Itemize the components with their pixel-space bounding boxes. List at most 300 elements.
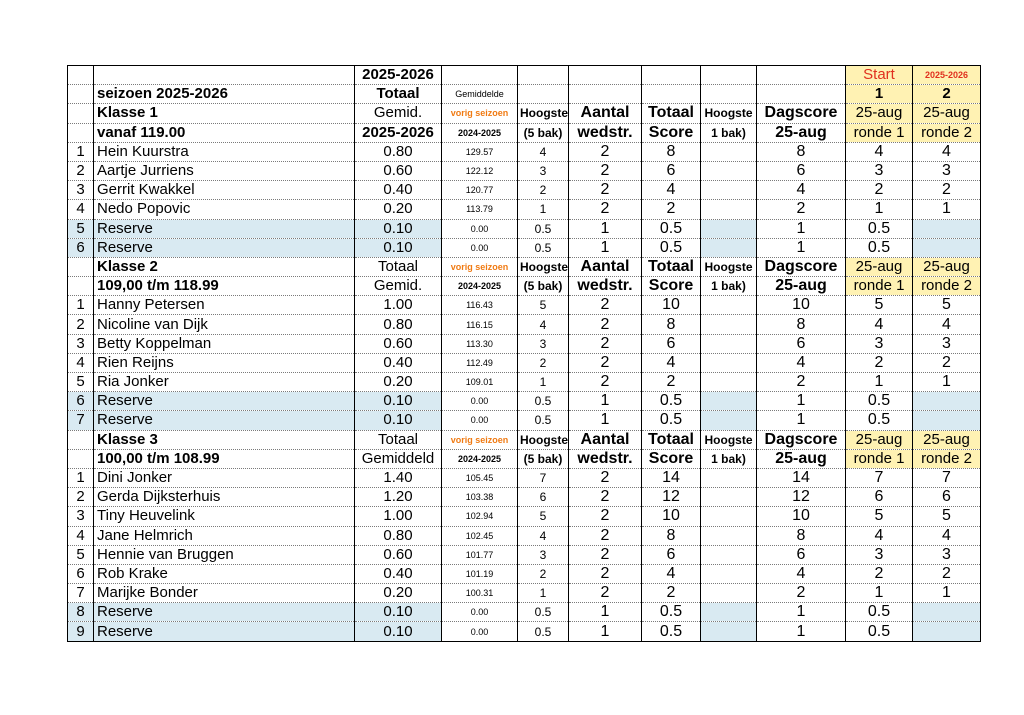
dagscore-value: 1 [757,392,846,411]
hoogste-1-value [701,315,757,334]
player-name: Reserve [94,411,355,430]
round-2-value: 3 [913,334,981,353]
round-1-value: 3 [846,334,913,353]
dagscore-value: 4 [757,353,846,372]
round-1-value: 3 [846,545,913,564]
row-number: 2 [68,488,94,507]
round-2-value: 4 [913,142,981,161]
round-2-value: 1 [913,584,981,603]
aantal-value: 2 [569,181,642,200]
empty-cell [68,257,94,276]
round-1-value: 0.5 [846,603,913,622]
previous-season-value: 0.00 [442,392,518,411]
totaal-score-value: 12 [642,488,701,507]
round-2-value: 3 [913,161,981,180]
gemiddelde-value: 0.20 [355,373,442,392]
aantal-value: 1 [569,392,642,411]
dagscore-value: 1 [757,603,846,622]
col-header: wedstr. [569,449,642,468]
table-row [68,622,981,641]
aantal-value: 1 [569,622,642,641]
totaal-score-value: 0.5 [642,622,701,641]
col-header: 2024-2025 [442,449,518,468]
dagscore-value: 12 [757,488,846,507]
table-row [68,200,981,219]
col-header: Hoogste [518,257,569,276]
class-header-row [68,430,981,449]
table-row [68,296,981,315]
gemiddelde-value: 0.80 [355,142,442,161]
hoogste-5-value: 1 [518,373,569,392]
player-name: Nedo Popovic [94,200,355,219]
col-header: Totaal [642,104,701,123]
aantal-value: 2 [569,161,642,180]
table-row [68,468,981,487]
dagscore-value: 1 [757,238,846,257]
class-range: vanaf 119.00 [94,123,355,142]
previous-season-value: 129.57 [442,142,518,161]
previous-season-value: 103.38 [442,488,518,507]
gemiddelde-header: Gemiddelde [442,85,518,104]
totaal-score-value: 6 [642,161,701,180]
dagscore-value: 8 [757,315,846,334]
totaal-score-value: 0.5 [642,238,701,257]
aantal-value: 2 [569,373,642,392]
hoogste-5-value: 2 [518,353,569,372]
table-row [68,219,981,238]
row-number: 4 [68,353,94,372]
previous-season-value: 0.00 [442,622,518,641]
totaal-score-value: 4 [642,353,701,372]
col-header: 25-aug [757,277,846,296]
aantal-value: 1 [569,238,642,257]
totaal-score-value: 0.5 [642,411,701,430]
hoogste-1-value [701,219,757,238]
round-2-value: 1 [913,200,981,219]
aantal-value: 2 [569,564,642,583]
table-row [68,181,981,200]
totaal-score-value: 6 [642,545,701,564]
table-row [68,392,981,411]
table-row [68,603,981,622]
row-number: 7 [68,584,94,603]
col-header: (5 bak) [518,277,569,296]
col-header: Totaal [355,257,442,276]
hoogste-5-value: 6 [518,488,569,507]
dagscore-value: 4 [757,564,846,583]
hoogste-5-value: 0.5 [518,411,569,430]
empty-cell [68,449,94,468]
table-row [68,545,981,564]
round-2-value: 5 [913,296,981,315]
hoogste-1-value [701,622,757,641]
round-label: ronde 1 [846,123,913,142]
table-row [68,564,981,583]
table-row [68,353,981,372]
col-header: Hoogste [518,104,569,123]
player-name: Tiny Heuvelink [94,507,355,526]
row-number: 3 [68,334,94,353]
col-header: (5 bak) [518,123,569,142]
round-label: ronde 1 [846,449,913,468]
previous-season-value: 0.00 [442,238,518,257]
round-2-value: 5 [913,507,981,526]
col-header: Dagscore [757,430,846,449]
gemiddelde-value: 1.00 [355,296,442,315]
round-2-value: 7 [913,468,981,487]
dagscore-value: 14 [757,468,846,487]
hoogste-1-value [701,526,757,545]
round-2-value [913,219,981,238]
round-1-value: 2 [846,353,913,372]
hoogste-1-value [701,334,757,353]
previous-season-value: 109.01 [442,373,518,392]
class-subheader-row [68,449,981,468]
dagscore-value: 6 [757,545,846,564]
table-row [68,334,981,353]
col-header: 2024-2025 [442,277,518,296]
previous-season-value: 116.43 [442,296,518,315]
hoogste-5-value: 5 [518,507,569,526]
round-2-value: 4 [913,315,981,334]
col-header: Dagscore [757,104,846,123]
hoogste-5-value: 0.5 [518,238,569,257]
player-name: Betty Koppelman [94,334,355,353]
totaal-score-value: 14 [642,468,701,487]
gemiddelde-value: 0.10 [355,392,442,411]
col-header: 1 bak) [701,277,757,296]
row-number: 2 [68,315,94,334]
player-name: Gerda Dijksterhuis [94,488,355,507]
totaal-score-value: 6 [642,334,701,353]
round-2-value: 6 [913,488,981,507]
gemiddelde-value: 0.10 [355,238,442,257]
row-number: 9 [68,622,94,641]
hoogste-5-value: 0.5 [518,219,569,238]
header-row-2 [68,85,981,104]
aantal-value: 2 [569,584,642,603]
player-name: Nicoline van Dijk [94,315,355,334]
totaal-score-value: 0.5 [642,392,701,411]
round-date: 25-aug [846,104,913,123]
row-number: 5 [68,373,94,392]
round-2-value: 4 [913,526,981,545]
aantal-value: 2 [569,334,642,353]
standings-sheet [67,65,981,642]
hoogste-5-value: 3 [518,161,569,180]
gemiddelde-value: 0.40 [355,564,442,583]
totaal-score-value: 2 [642,200,701,219]
aantal-value: 1 [569,219,642,238]
table-row [68,584,981,603]
round-1-value: 2 [846,181,913,200]
col-header: Totaal [642,430,701,449]
player-name: Rien Reijns [94,353,355,372]
dagscore-value: 2 [757,200,846,219]
dagscore-value: 4 [757,181,846,200]
gemiddelde-value: 0.60 [355,545,442,564]
round-label: ronde 2 [913,277,981,296]
totaal-header: Totaal [355,85,442,104]
gemiddelde-value: 1.40 [355,468,442,487]
row-number: 1 [68,142,94,161]
totaal-score-value: 2 [642,373,701,392]
hoogste-5-value: 3 [518,334,569,353]
row-number: 6 [68,238,94,257]
dagscore-value: 6 [757,334,846,353]
previous-season-value: 105.45 [442,468,518,487]
row-number: 7 [68,411,94,430]
hoogste-5-value: 7 [518,468,569,487]
aantal-value: 1 [569,603,642,622]
gemiddelde-value: 0.60 [355,334,442,353]
dagscore-value: 1 [757,411,846,430]
round-2-number: 2 [913,85,981,104]
row-number: 8 [68,603,94,622]
round-1-value: 4 [846,142,913,161]
gemiddelde-value: 0.80 [355,526,442,545]
table-row [68,507,981,526]
round-1-value: 0.5 [846,392,913,411]
class-name: Klasse 3 [94,430,355,449]
hoogste-1-value [701,392,757,411]
round-1-value: 5 [846,296,913,315]
hoogste-1-value [701,545,757,564]
round-2-value: 1 [913,373,981,392]
col-header: Aantal [569,104,642,123]
player-name: Rob Krake [94,564,355,583]
round-date: 25-aug [913,257,981,276]
dagscore-value: 6 [757,161,846,180]
aantal-value: 1 [569,411,642,430]
totaal-score-value: 4 [642,564,701,583]
previous-season-value: 0.00 [442,603,518,622]
hoogste-1-value [701,353,757,372]
class-header-row [68,257,981,276]
totaal-score-value: 8 [642,526,701,545]
player-name: Reserve [94,622,355,641]
previous-season-value: 101.19 [442,564,518,583]
gemiddelde-value: 0.10 [355,603,442,622]
player-name: Reserve [94,219,355,238]
col-header: vorig seizoen [442,104,518,123]
hoogste-1-value [701,411,757,430]
previous-season-value: 113.79 [442,200,518,219]
hoogste-5-value: 1 [518,200,569,219]
player-name: Jane Helmrich [94,526,355,545]
player-name: Dini Jonker [94,468,355,487]
col-header: Totaal [642,257,701,276]
round-1-value: 1 [846,373,913,392]
hoogste-1-value [701,584,757,603]
col-header: Score [642,277,701,296]
col-header: 2025-2026 [355,123,442,142]
hoogste-1-value [701,181,757,200]
player-name: Reserve [94,603,355,622]
round-date: 25-aug [913,430,981,449]
previous-season-value: 113.30 [442,334,518,353]
gemiddelde-value: 0.40 [355,181,442,200]
class-subheader-row [68,277,981,296]
table-row [68,411,981,430]
hoogste-1-value [701,296,757,315]
dagscore-value: 2 [757,373,846,392]
totaal-score-value: 10 [642,296,701,315]
table-row [68,373,981,392]
col-header: Gemid. [355,104,442,123]
player-name: Gerrit Kwakkel [94,181,355,200]
previous-season-value: 102.94 [442,507,518,526]
round-1-number: 1 [846,85,913,104]
row-number: 3 [68,181,94,200]
round-1-value: 0.5 [846,238,913,257]
empty-cell [68,277,94,296]
player-name: Reserve [94,238,355,257]
hoogste-1-value [701,603,757,622]
row-number: 3 [68,507,94,526]
round-date: 25-aug [913,104,981,123]
aantal-value: 2 [569,200,642,219]
gemiddelde-value: 0.10 [355,219,442,238]
player-name: Hennie van Bruggen [94,545,355,564]
aantal-value: 2 [569,488,642,507]
row-number: 1 [68,468,94,487]
round-1-value: 0.5 [846,411,913,430]
player-name: Marijke Bonder [94,584,355,603]
gemiddelde-value: 0.80 [355,315,442,334]
round-2-value [913,411,981,430]
col-header: 1 bak) [701,123,757,142]
previous-season-value: 122.12 [442,161,518,180]
round-1-value: 5 [846,507,913,526]
gemiddelde-value: 0.10 [355,411,442,430]
round-date: 25-aug [846,257,913,276]
row-number: 6 [68,564,94,583]
col-header: Score [642,449,701,468]
table-row [68,526,981,545]
hoogste-1-value [701,507,757,526]
hoogste-5-value: 0.5 [518,603,569,622]
hoogste-5-value: 5 [518,296,569,315]
hoogste-5-value: 2 [518,564,569,583]
round-1-value: 2 [846,564,913,583]
player-name: Ria Jonker [94,373,355,392]
hoogste-1-value [701,142,757,161]
season-header: 2025-2026 [355,66,442,85]
previous-season-value: 120.77 [442,181,518,200]
aantal-value: 2 [569,468,642,487]
col-header: Hoogste [701,430,757,449]
dagscore-value: 10 [757,507,846,526]
col-header: (5 bak) [518,449,569,468]
round-2-value [913,238,981,257]
dagscore-value: 1 [757,219,846,238]
header-row-1 [68,66,981,85]
row-number: 5 [68,545,94,564]
dagscore-value: 8 [757,526,846,545]
round-2-value: 3 [913,545,981,564]
col-header: vorig seizoen [442,257,518,276]
hoogste-1-value [701,200,757,219]
dagscore-value: 8 [757,142,846,161]
round-2-value: 2 [913,564,981,583]
previous-season-value: 101.77 [442,545,518,564]
hoogste-5-value: 0.5 [518,392,569,411]
hoogste-5-value: 1 [518,584,569,603]
previous-season-value: 0.00 [442,411,518,430]
totaal-score-value: 8 [642,142,701,161]
hoogste-1-value [701,564,757,583]
round-1-value: 1 [846,200,913,219]
aantal-value: 2 [569,507,642,526]
col-header: 25-aug [757,123,846,142]
hoogste-1-value [701,488,757,507]
round-1-value: 0.5 [846,219,913,238]
row-number: 6 [68,392,94,411]
col-header: wedstr. [569,123,642,142]
class-name: Klasse 1 [94,104,355,123]
totaal-score-value: 10 [642,507,701,526]
row-number: 4 [68,526,94,545]
dagscore-value: 1 [757,622,846,641]
empty-cell [68,123,94,142]
round-2-value: 2 [913,181,981,200]
totaal-score-value: 0.5 [642,603,701,622]
round-1-value: 7 [846,468,913,487]
hoogste-5-value: 0.5 [518,622,569,641]
round-1-value: 3 [846,161,913,180]
dagscore-value: 10 [757,296,846,315]
totaal-score-value: 4 [642,181,701,200]
class-range: 100,00 t/m 108.99 [94,449,355,468]
table-row [68,315,981,334]
round-1-value: 0.5 [846,622,913,641]
gemiddelde-value: 0.10 [355,622,442,641]
aantal-value: 2 [569,545,642,564]
round-label: ronde 2 [913,449,981,468]
col-header: 2024-2025 [442,123,518,142]
aantal-value: 2 [569,526,642,545]
round-label: ronde 2 [913,123,981,142]
aantal-value: 2 [569,315,642,334]
aantal-value: 2 [569,353,642,372]
row-number: 5 [68,219,94,238]
aantal-value: 2 [569,296,642,315]
table-row [68,488,981,507]
round-date: 25-aug [846,430,913,449]
hoogste-1-value [701,238,757,257]
col-header: Hoogste [518,430,569,449]
col-header: vorig seizoen [442,430,518,449]
player-name: Aartje Jurriens [94,161,355,180]
col-header: Aantal [569,257,642,276]
hoogste-5-value: 4 [518,315,569,334]
start-label: Start [846,66,913,85]
col-header: Totaal [355,430,442,449]
totaal-score-value: 0.5 [642,219,701,238]
row-number: 4 [68,200,94,219]
col-header: Hoogste [701,257,757,276]
round-1-value: 6 [846,488,913,507]
empty-cell [68,104,94,123]
round-1-value: 4 [846,526,913,545]
col-header: Hoogste [701,104,757,123]
table-row [68,161,981,180]
season-title: seizoen 2025-2026 [94,85,355,104]
round-2-value [913,603,981,622]
totaal-score-value: 8 [642,315,701,334]
player-name: Reserve [94,392,355,411]
